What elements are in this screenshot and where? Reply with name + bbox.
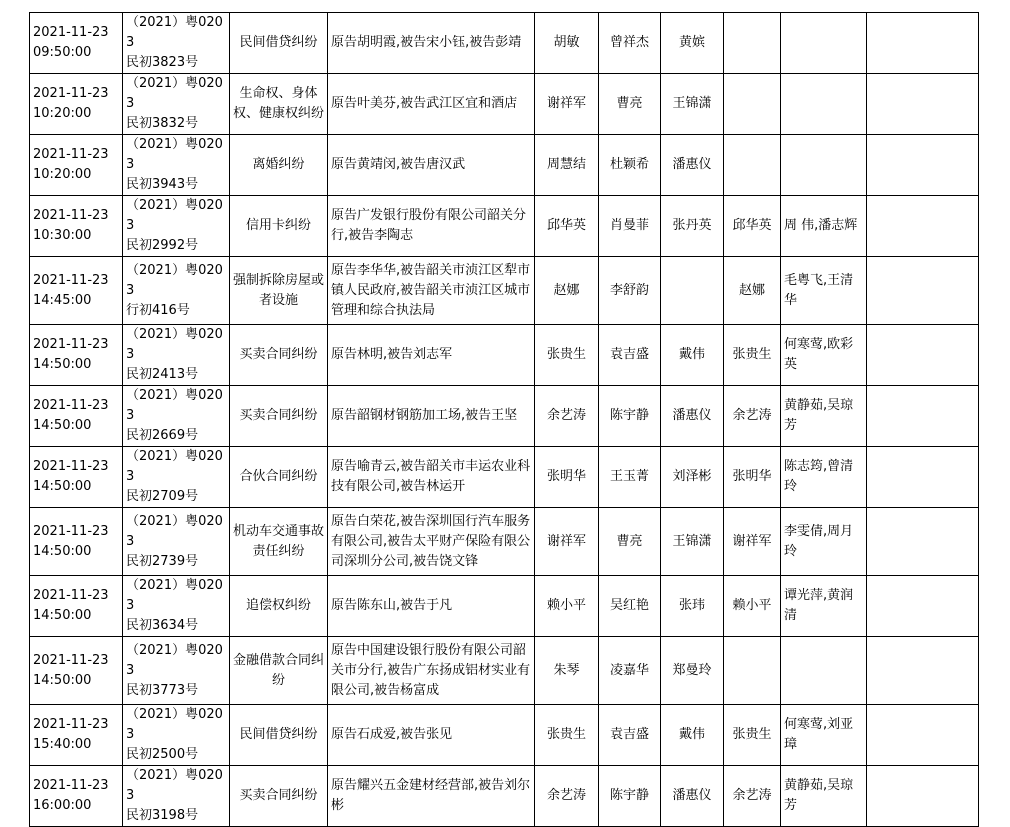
assessor-1-cell	[599, 196, 661, 257]
remarks-cell	[867, 637, 979, 705]
judge-cell	[535, 257, 599, 325]
presiding-judge-cell	[724, 447, 781, 508]
assessor-2-text: 刘泽彬	[672, 469, 712, 484]
case-number-text: 民初2739号	[126, 553, 199, 569]
presiding-judge-text: 张明华	[732, 469, 772, 484]
cause-cell	[230, 637, 328, 705]
remarks-cell	[867, 13, 979, 74]
case-number-text: 民初2709号	[126, 489, 199, 504]
clerk-cell	[781, 576, 867, 637]
assessor-1-cell	[599, 637, 661, 705]
cause-text: 强制拆除房屋或者设施	[233, 272, 325, 308]
time-text: 2021-11-23	[33, 25, 109, 40]
remarks-cell	[867, 325, 979, 386]
assessor-1-text: 陈宇静	[609, 408, 649, 423]
time-text: 10:20:00	[33, 167, 92, 182]
judge-text: 谢祥军	[546, 96, 586, 111]
assessor-1-text: 杜颖希	[609, 157, 649, 172]
time-cell	[30, 447, 123, 508]
cause-text: 买卖合同纠纷	[239, 788, 318, 803]
parties-text: 原告喻青云,被告韶关市丰运农业科技有限公司,被告林运开	[331, 459, 531, 494]
cause-cell	[230, 386, 328, 447]
assessor-2-cell	[661, 637, 724, 705]
assessor-2-cell	[661, 325, 724, 386]
case-number-text: （2021）粤0203	[126, 449, 223, 484]
case-number-text: （2021）粤0203	[126, 388, 223, 423]
assessor-2-cell	[661, 74, 724, 135]
assessor-2-cell	[661, 576, 724, 637]
clerk-text: 毛粤飞,王清华	[784, 272, 854, 308]
clerk-cell	[781, 135, 867, 196]
judge-cell	[535, 637, 599, 705]
case-number-text: （2021）粤0203	[126, 76, 223, 111]
parties-text: 原告李华华,被告韶关市浈江区犁市镇人民政府,被告韶关市浈江区城市管理和综合执法局	[331, 262, 531, 318]
case-number-text: （2021）粤0203	[126, 15, 223, 50]
presiding-judge-cell	[724, 386, 781, 447]
parties-cell	[328, 447, 535, 508]
judge-text: 赖小平	[546, 598, 586, 613]
judge-cell	[535, 508, 599, 576]
assessor-1-text: 曹亮	[616, 533, 643, 549]
case-number-cell	[123, 325, 230, 386]
assessor-2-text: 潘惠仪	[672, 408, 712, 423]
judge-cell	[535, 74, 599, 135]
table-row	[30, 325, 979, 386]
presiding-judge-text: 余艺涛	[732, 408, 772, 423]
clerk-text: 周 伟,潘志辉	[784, 218, 858, 233]
judge-text: 周慧结	[546, 157, 586, 172]
case-number-text: （2021）粤0203	[126, 262, 223, 298]
remarks-cell	[867, 386, 979, 447]
case-number-text: 民初2413号	[126, 367, 199, 382]
case-number-cell	[123, 637, 230, 705]
remarks-cell	[867, 766, 979, 827]
time-text: 10:20:00	[33, 106, 92, 121]
cause-cell	[230, 576, 328, 637]
presiding-judge-text: 张贵生	[732, 727, 772, 742]
parties-text: 原告白荣花,被告深圳国行汽车服务有限公司,被告太平财产保险有限公司深圳分公司,被告饶文锋	[331, 513, 531, 569]
parties-cell	[328, 13, 535, 74]
table-row	[30, 13, 979, 74]
remarks-cell	[867, 576, 979, 637]
assessor-2-cell	[661, 508, 724, 576]
clerk-text: 黄静茹,吴琼芳	[784, 778, 854, 813]
presiding-judge-cell	[724, 766, 781, 827]
time-text: 2021-11-23	[33, 523, 109, 539]
parties-text: 原告陈东山,被告于凡	[331, 598, 453, 613]
parties-text: 原告韶钢材钢筋加工场,被告王坚	[331, 408, 518, 423]
cause-text: 金融借款合同纠纷	[233, 652, 325, 688]
parties-text: 原告叶美芬,被告武江区宜和酒店	[331, 96, 518, 111]
assessor-2-cell	[661, 13, 724, 74]
parties-text: 原告石成爱,被告张见	[331, 727, 453, 742]
cause-cell	[230, 766, 328, 827]
judge-text: 谢祥军	[546, 533, 586, 549]
case-number-text: 民初2992号	[126, 238, 199, 253]
assessor-2-text: 王锦潇	[672, 533, 712, 549]
case-number-cell	[123, 196, 230, 257]
time-text: 14:50:00	[33, 608, 92, 623]
time-text: 14:50:00	[33, 672, 92, 688]
assessor-1-cell	[599, 508, 661, 576]
table-row	[30, 447, 979, 508]
parties-cell	[328, 325, 535, 386]
cause-text: 买卖合同纠纷	[239, 408, 318, 423]
judge-text: 胡敏	[553, 35, 580, 50]
judge-cell	[535, 196, 599, 257]
case-number-cell	[123, 508, 230, 576]
presiding-judge-text: 赵娜	[738, 282, 765, 298]
presiding-judge-text: 邱华英	[732, 218, 772, 233]
time-text: 14:50:00	[33, 479, 92, 494]
assessor-1-cell	[599, 325, 661, 386]
time-text: 2021-11-23	[33, 778, 109, 793]
assessor-2-text: 潘惠仪	[672, 788, 712, 803]
assessor-1-cell	[599, 13, 661, 74]
clerk-cell	[781, 257, 867, 325]
hearing-schedule-table	[29, 12, 979, 827]
parties-text: 原告广发银行股份有限公司韶关分行,被告李陶志	[331, 208, 527, 243]
time-text: 14:50:00	[33, 543, 92, 559]
cause-cell	[230, 447, 328, 508]
case-number-text: 民初3832号	[126, 116, 199, 131]
presiding-judge-cell	[724, 196, 781, 257]
assessor-2-text: 张玮	[678, 598, 705, 613]
case-number-text: （2021）粤0203	[126, 137, 223, 172]
assessor-2-text: 戴伟	[678, 727, 705, 742]
case-number-text: 民初2500号	[126, 747, 199, 762]
table-row	[30, 135, 979, 196]
cause-cell	[230, 74, 328, 135]
presiding-judge-text: 谢祥军	[732, 533, 772, 549]
assessor-1-cell	[599, 135, 661, 196]
assessor-1-text: 李舒韵	[609, 282, 649, 298]
clerk-text: 陈志筠,曾清玲	[784, 459, 854, 494]
judge-text: 张贵生	[546, 347, 586, 362]
remarks-cell	[867, 196, 979, 257]
cause-text: 合伙合同纠纷	[239, 469, 318, 484]
judge-cell	[535, 386, 599, 447]
case-number-text: 民初3943号	[126, 177, 199, 192]
cause-cell	[230, 325, 328, 386]
time-text: 14:50:00	[33, 418, 92, 433]
case-number-text: （2021）粤0203	[126, 642, 223, 678]
assessor-2-cell	[661, 766, 724, 827]
clerk-text: 何寒莺,欧彩英	[784, 337, 854, 372]
time-text: 15:40:00	[33, 737, 92, 752]
time-cell	[30, 766, 123, 827]
case-number-text: （2021）粤0203	[126, 327, 223, 362]
case-number-text: 民初3773号	[126, 682, 199, 698]
parties-cell	[328, 576, 535, 637]
clerk-cell	[781, 196, 867, 257]
assessor-2-text: 潘惠仪	[672, 157, 712, 172]
assessor-1-text: 陈宇静	[609, 788, 649, 803]
time-cell	[30, 325, 123, 386]
time-cell	[30, 74, 123, 135]
case-number-cell	[123, 766, 230, 827]
case-number-text: 行初416号	[126, 302, 190, 318]
cause-text: 买卖合同纠纷	[239, 347, 318, 362]
table-row	[30, 386, 979, 447]
clerk-text: 李雯倩,周月玲	[784, 523, 854, 559]
parties-text: 原告林明,被告刘志军	[331, 347, 453, 362]
cause-text: 离婚纠纷	[252, 157, 305, 172]
remarks-cell	[867, 508, 979, 576]
assessor-1-cell	[599, 386, 661, 447]
table-row	[30, 196, 979, 257]
case-number-text: 民初3634号	[126, 618, 199, 633]
table-row	[30, 637, 979, 705]
assessor-2-cell	[661, 447, 724, 508]
parties-cell	[328, 637, 535, 705]
case-number-text: 民初2669号	[126, 428, 199, 443]
parties-text: 原告胡明霞,被告宋小钰,被告彭靖	[331, 35, 522, 50]
case-number-cell	[123, 13, 230, 74]
parties-text: 原告耀兴五金建材经营部,被告刘尔彬	[331, 778, 531, 813]
assessor-1-cell	[599, 576, 661, 637]
time-text: 2021-11-23	[33, 588, 109, 603]
clerk-cell	[781, 508, 867, 576]
judge-cell	[535, 766, 599, 827]
case-number-cell	[123, 74, 230, 135]
case-number-text: （2021）粤0203	[126, 578, 223, 613]
judge-text: 余艺涛	[546, 408, 586, 423]
assessor-1-cell	[599, 257, 661, 325]
presiding-judge-cell	[724, 257, 781, 325]
assessor-1-cell	[599, 74, 661, 135]
time-text: 2021-11-23	[33, 208, 109, 223]
assessor-2-text: 郑曼玲	[672, 662, 712, 678]
clerk-text: 何寒莺,刘亚璋	[784, 717, 854, 752]
judge-text: 余艺涛	[546, 788, 586, 803]
time-text: 16:00:00	[33, 798, 92, 813]
judge-text: 张明华	[546, 469, 586, 484]
table-row	[30, 508, 979, 576]
judge-text: 朱琴	[553, 662, 580, 678]
assessor-2-cell	[661, 386, 724, 447]
time-text: 2021-11-23	[33, 337, 109, 352]
clerk-cell	[781, 325, 867, 386]
judge-text: 邱华英	[546, 218, 586, 233]
judge-text: 赵娜	[553, 282, 580, 298]
assessor-2-cell	[661, 135, 724, 196]
case-number-cell	[123, 447, 230, 508]
judge-text: 张贵生	[546, 727, 586, 742]
assessor-1-cell	[599, 766, 661, 827]
cause-cell	[230, 508, 328, 576]
time-text: 09:50:00	[33, 45, 92, 60]
parties-text: 原告黄靖闵,被告唐汉武	[331, 157, 466, 172]
assessor-1-text: 凌嘉华	[609, 662, 649, 678]
parties-cell	[328, 257, 535, 325]
case-number-text: （2021）粤0203	[126, 198, 223, 233]
clerk-cell	[781, 766, 867, 827]
presiding-judge-cell	[724, 325, 781, 386]
cause-text: 追偿权纠纷	[245, 598, 311, 613]
cause-text: 民间借贷纠纷	[239, 727, 318, 742]
parties-cell	[328, 135, 535, 196]
assessor-2-text: 王锦潇	[672, 96, 712, 111]
time-cell	[30, 508, 123, 576]
table-row	[30, 257, 979, 325]
case-number-text: 民初3823号	[126, 55, 199, 70]
time-cell	[30, 196, 123, 257]
time-text: 2021-11-23	[33, 147, 109, 162]
presiding-judge-cell	[724, 637, 781, 705]
clerk-cell	[781, 13, 867, 74]
cause-cell	[230, 13, 328, 74]
time-text: 2021-11-23	[33, 272, 109, 288]
time-cell	[30, 637, 123, 705]
case-number-cell	[123, 386, 230, 447]
case-number-text: （2021）粤0203	[126, 707, 223, 742]
time-text: 10:30:00	[33, 228, 92, 243]
assessor-2-text: 张丹英	[672, 218, 712, 233]
clerk-text: 谭光萍,黄润清	[784, 588, 854, 623]
presiding-judge-text: 张贵生	[732, 347, 772, 362]
clerk-cell	[781, 386, 867, 447]
judge-cell	[535, 135, 599, 196]
clerk-cell	[781, 74, 867, 135]
remarks-cell	[867, 447, 979, 508]
case-number-cell	[123, 576, 230, 637]
clerk-cell	[781, 637, 867, 705]
table-row	[30, 766, 979, 827]
parties-cell	[328, 386, 535, 447]
assessor-2-cell	[661, 196, 724, 257]
cause-cell	[230, 196, 328, 257]
clerk-text: 黄静茹,吴琼芳	[784, 398, 854, 433]
presiding-judge-cell	[724, 576, 781, 637]
time-text: 2021-11-23	[33, 398, 109, 413]
assessor-1-text: 肖曼菲	[609, 218, 649, 233]
time-cell	[30, 13, 123, 74]
case-number-text: （2021）粤0203	[126, 513, 223, 549]
judge-cell	[535, 13, 599, 74]
time-text: 2021-11-23	[33, 717, 109, 732]
presiding-judge-text: 余艺涛	[732, 788, 772, 803]
cause-text: 生命权、身体权、健康权纠纷	[233, 86, 325, 121]
remarks-cell	[867, 135, 979, 196]
time-text: 14:50:00	[33, 357, 92, 372]
cause-cell	[230, 257, 328, 325]
time-text: 2021-11-23	[33, 652, 109, 668]
judge-cell	[535, 576, 599, 637]
case-number-text: （2021）粤0203	[126, 768, 223, 803]
time-text: 2021-11-23	[33, 86, 109, 101]
parties-cell	[328, 74, 535, 135]
time-text: 2021-11-23	[33, 459, 109, 474]
assessor-1-text: 曹亮	[616, 96, 643, 111]
assessor-1-text: 袁吉盛	[609, 347, 649, 362]
case-number-cell	[123, 135, 230, 196]
cause-text: 信用卡纠纷	[245, 218, 311, 233]
parties-cell	[328, 766, 535, 827]
presiding-judge-cell	[724, 74, 781, 135]
presiding-judge-cell	[724, 135, 781, 196]
presiding-judge-cell	[724, 508, 781, 576]
parties-cell	[328, 196, 535, 257]
case-number-text: 民初3198号	[126, 808, 199, 823]
assessor-2-text: 戴伟	[678, 347, 705, 362]
time-cell	[30, 135, 123, 196]
time-cell	[30, 576, 123, 637]
parties-cell	[328, 508, 535, 576]
judge-cell	[535, 325, 599, 386]
presiding-judge-cell	[724, 13, 781, 74]
table-row	[30, 74, 979, 135]
assessor-2-text: 黄嫔	[678, 35, 705, 50]
assessor-1-text: 曾祥杰	[609, 35, 649, 50]
clerk-cell	[781, 447, 867, 508]
time-cell	[30, 257, 123, 325]
judge-cell	[535, 447, 599, 508]
time-text: 14:45:00	[33, 292, 92, 308]
assessor-1-text: 王玉菁	[609, 469, 649, 484]
remarks-cell	[867, 74, 979, 135]
cause-cell	[230, 135, 328, 196]
time-cell	[30, 386, 123, 447]
parties-text: 原告中国建设银行股份有限公司韶关市分行,被告广东扬成铝材实业有限公司,被告杨富成	[331, 642, 531, 698]
assessor-1-text: 吴红艳	[609, 598, 649, 613]
remarks-cell	[867, 257, 979, 325]
table-row	[30, 576, 979, 637]
presiding-judge-text: 赖小平	[732, 598, 772, 613]
assessor-2-cell	[661, 257, 724, 325]
case-number-cell	[123, 257, 230, 325]
cause-text: 民间借贷纠纷	[239, 35, 318, 50]
cause-text: 机动车交通事故责任纠纷	[233, 523, 325, 559]
assessor-1-text: 袁吉盛	[609, 727, 649, 742]
assessor-1-cell	[599, 447, 661, 508]
